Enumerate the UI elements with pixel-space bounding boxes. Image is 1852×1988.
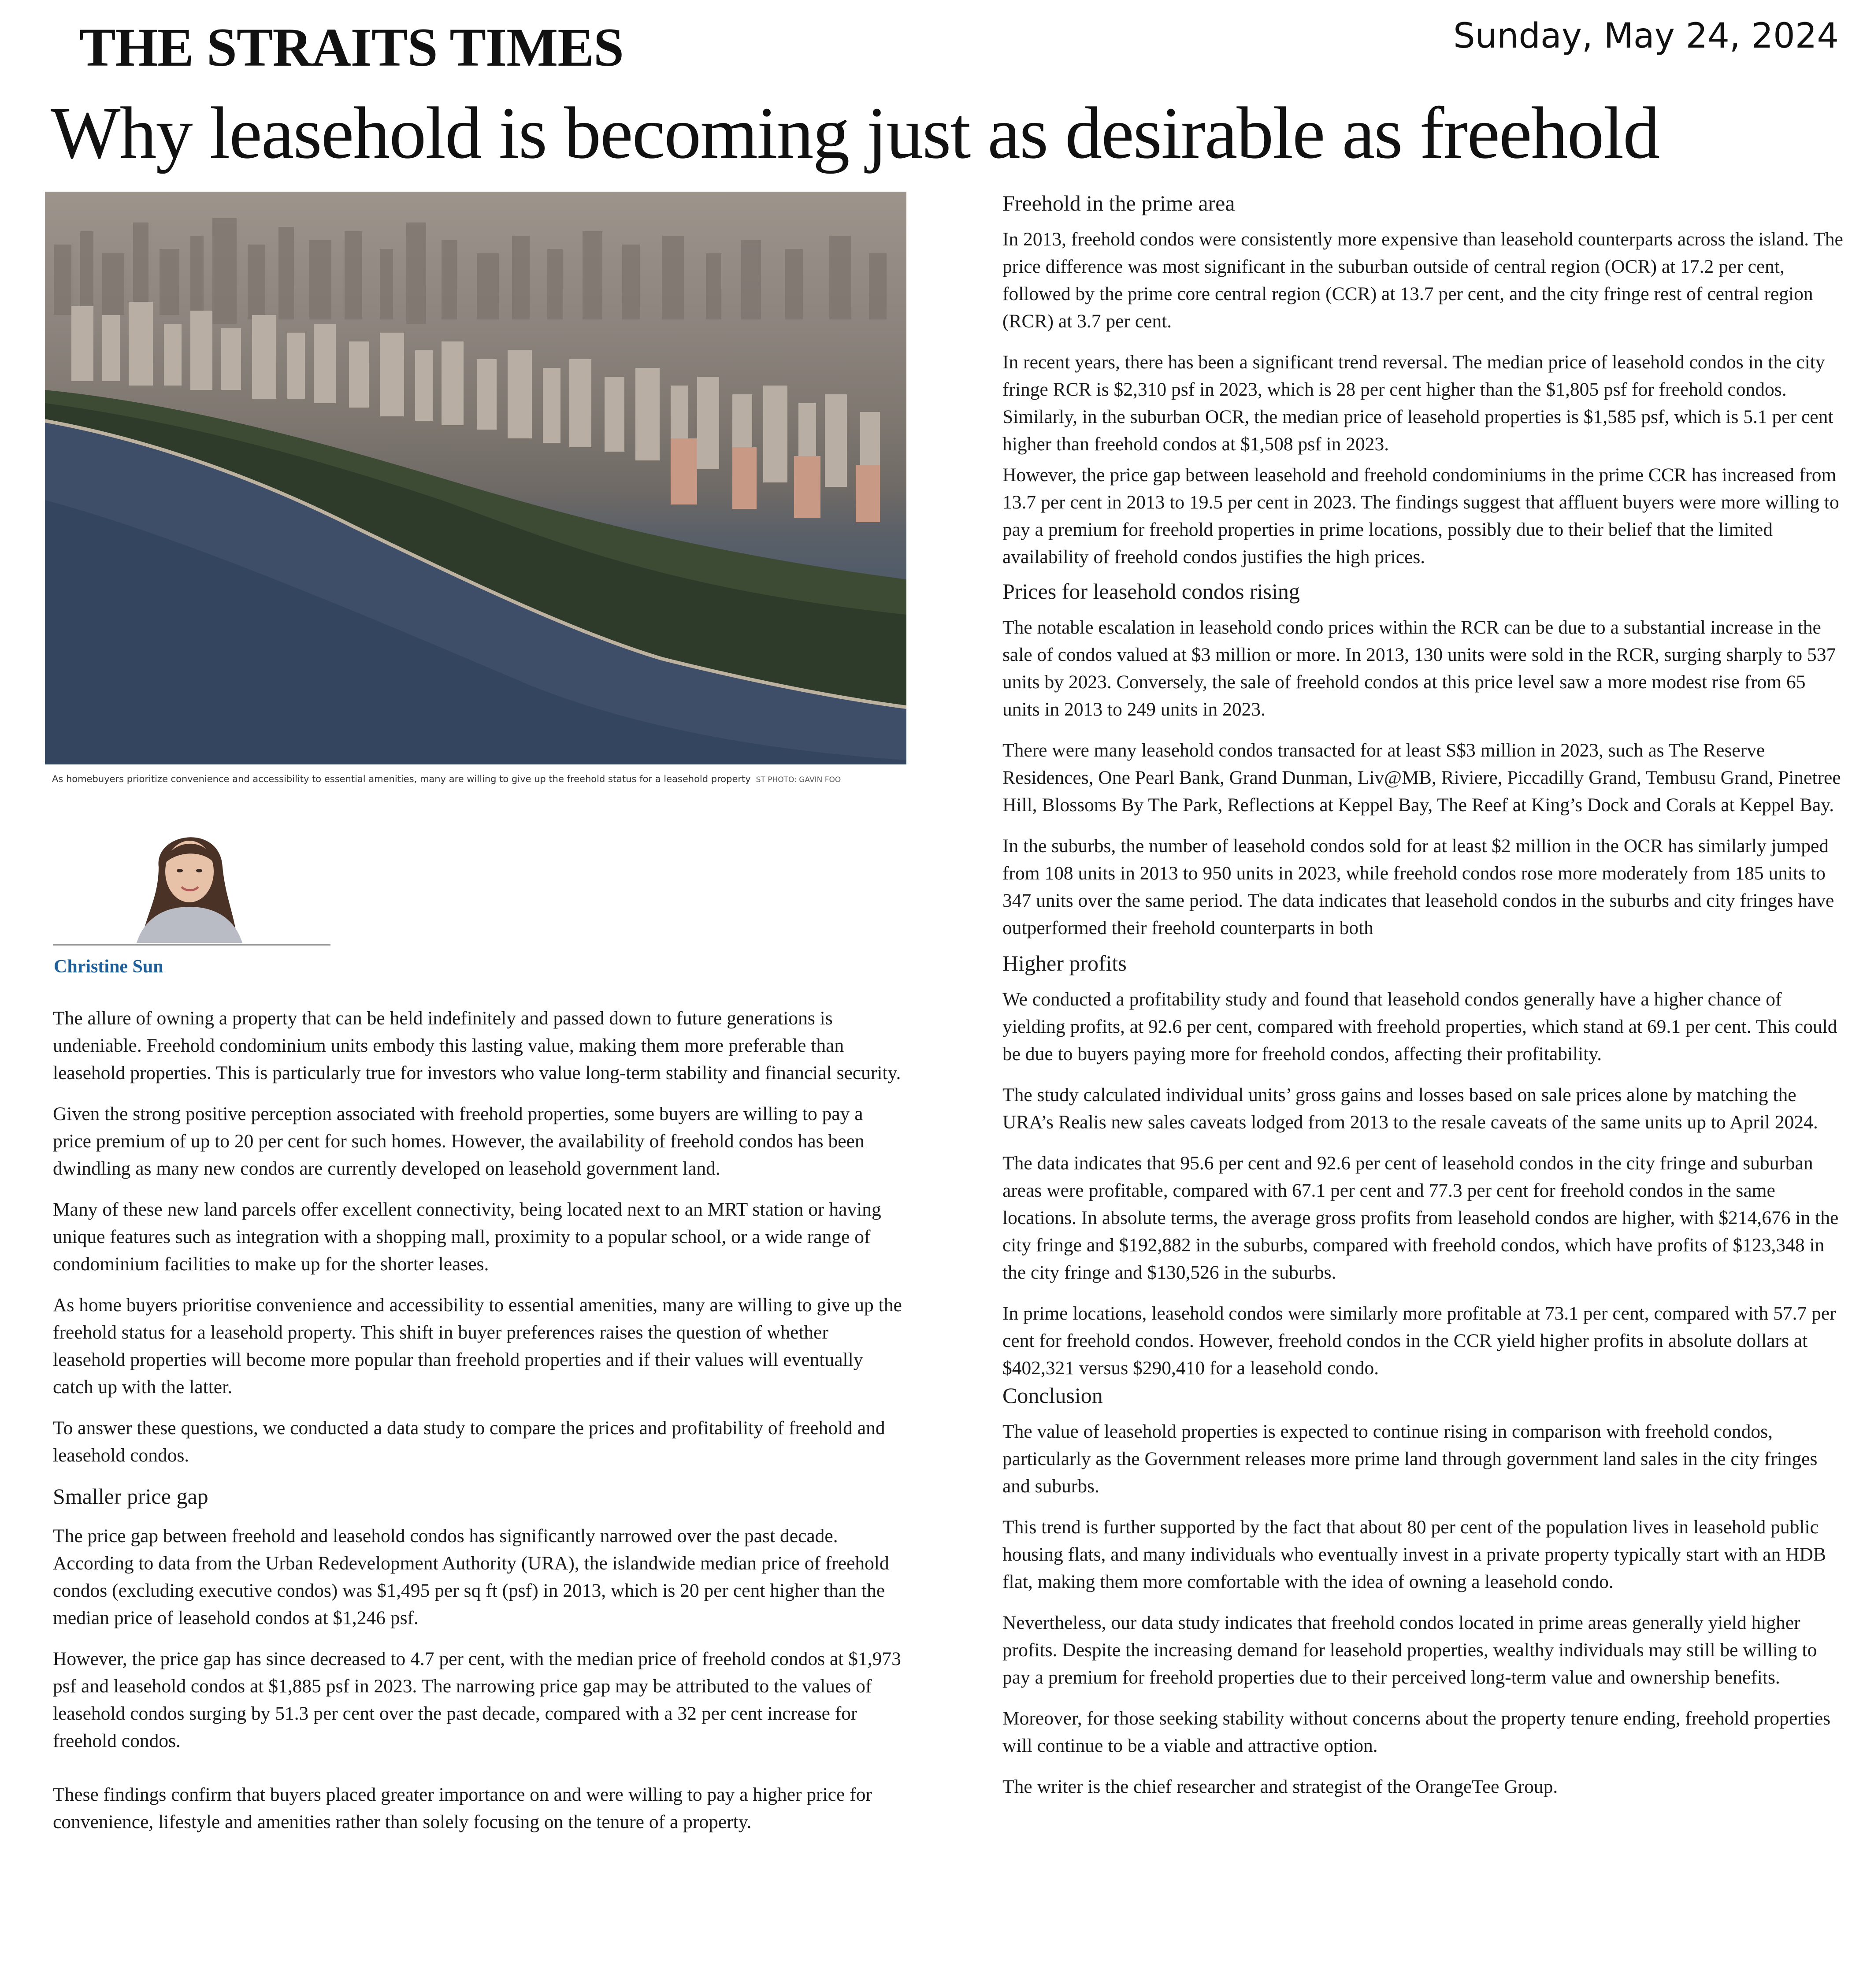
paragraph: In 2013, freehold condos were consistently more expensive than leasehold counterparts across the island. The price difference was most significant in the suburban outside of central region (OCR) at 17.2 per cent, followed by the prime core central region (CCR) at 13.7 per cent, and the city fringe rest of central region (RCR) at 3.7 per cent.	[1002, 229, 1843, 332]
paragraph: In prime locations, leasehold condos were similarly more profitable at 73.1 per cent, compared with 57.7 per cent for freehold condos. However, freehold condos in the CCR yield higher profits in absolute dollars at $402,321 versus $290,410 for a leasehold condo.	[1002, 1303, 1836, 1379]
author-name[interactable]: Christine Sun	[54, 957, 163, 977]
author-divider	[53, 944, 330, 946]
section-heading-freehold-prime: Freehold in the prime area	[1002, 191, 1235, 215]
photo-credit: ST PHOTO: GAVIN FOO	[756, 775, 841, 784]
paragraph: The notable escalation in leasehold condo prices within the RCR can be due to a substantial increase in the sale of condos valued at $3 million or more. In 2013, 130 units were sold in the RCR, surging sharply to 537 units by 2023. Conversely, the sale of freehold condos at this price level saw a more modest rise from 65 units in 2013 to 249 units in 2023.	[1002, 617, 1836, 720]
coastline-photo-illustration	[45, 192, 906, 764]
paragraph: There were many leasehold condos transacted for at least S$3 million in 2023, such as The Reserve Residences, One Pearl Bank, Grand Dunman, Liv@MB, Riviere, Piccadilly Grand, Tembusu Grand, Pinetree Hill, Blossoms By The Park, Reflections at Keppel Bay, The Reef at King’s Dock and Corals at Keppel Bay.	[1002, 740, 1841, 816]
writer-bio: The writer is the chief researcher and strategist of the OrangeTee Group.	[1002, 1776, 1558, 1797]
paragraph: As home buyers prioritise convenience and accessibility to essential amenities, many are willing to give up the freehold status for a leasehold property. This shift in buyer preferences raises the question of whether leasehold properties will become more popular than freehold properties and if their values will eventually catch up with the latter.	[53, 1294, 902, 1398]
photo-caption	[52, 772, 889, 786]
clipped-paragraph-container	[1002, 832, 1844, 942]
paragraph: Nevertheless, our data study indicates that freehold condos located in prime areas generally yield higher profits. Despite the increasing demand for leasehold properties, wealthy individuals may still be willing to pay a premium for freehold properties due to their perceived long-term value and ownership benefits.	[1002, 1612, 1817, 1688]
section-heading-conclusion: Conclusion	[1002, 1383, 1103, 1408]
caption-text: As homebuyers prioritize convenience and accessibility to essential amenities, many are willing to give up the freehold status for a leasehold property	[52, 774, 751, 784]
paragraph: The study calculated individual units’ gross gains and losses based on sale prices alone by matching the URA’s Realis new sales caveats lodged from 2013 to the resale caveats of the same units up to April 2024.	[1002, 1084, 1818, 1133]
paragraph: To answer these questions, we conducted a data study to compare the prices and profitability of freehold and leasehold condos.	[53, 1417, 885, 1466]
masthead: THE STRAITS TIMES	[79, 17, 624, 78]
section-heading-smaller-price-gap: Smaller price gap	[53, 1484, 208, 1509]
paragraph: This trend is further supported by the fact that about 80 per cent of the population lives in leasehold public housing flats, and many individuals who eventually invest in a private property typically start with an HDB flat, making them more comfortable with the idea of owning a leasehold condo.	[1002, 1517, 1826, 1592]
paragraph: Moreover, for those seeking stability without concerns about the property tenure ending, freehold properties will continue to be a viable and attractive option.	[1002, 1708, 1831, 1756]
paragraph: In recent years, there has been a significant trend reversal. The median price of leasehold condos in the city fringe RCR is $2,310 psf in 2023, which is 28 per cent higher than the $1,805 psf for freehold condos. Similarly, in the suburban OCR, the median price of leasehold properties is $1,585 psf, which is 5.1 per cent higher than freehold condos at $1,508 psf in 2023.	[1002, 352, 1833, 455]
headline: Why leasehold is becoming just as desirable as freehold	[51, 92, 1659, 174]
author-avatar	[128, 814, 251, 943]
left-column	[53, 1005, 903, 1849]
publication-date: Sunday, May 24, 2024	[1453, 16, 1839, 56]
paragraph: The allure of owning a property that can be held indefinitely and passed down to future generations is undeniable. Freehold condominium units embody this lasting value, making them more preferable than leasehold properties. This is particularly true for investors who value long-term stability and financial security.	[53, 1008, 901, 1083]
section-heading-higher-profits: Higher profits	[1002, 951, 1127, 975]
paragraph: However, the price gap has since decreased to 4.7 per cent, with the median price of freehold condos at $1,973 psf and leasehold condos at $1,885 psf in 2023. The narrowing price gap may be attributed to the values of leasehold condos surging by 51.3 per cent over the past decade, compared with a 32 per cent increase for freehold condos.	[53, 1648, 901, 1751]
paragraph: The price gap between freehold and leasehold condos has significantly narrowed over the past decade. According to data from the Urban Redevelopment Authority (URA), the islandwide median price of freehold condos (excluding executive condos) was $1,495 per sq ft (psf) in 2013, which is 20 per cent higher than the median price of leasehold condos at $1,246 psf.	[53, 1525, 889, 1628]
paragraph: Given the strong positive perception associated with freehold properties, some buyers are willing to pay a price premium of up to 20 per cent for such homes. However, the availability of freehold condos has been dwindling as many new condos are currently developed on leasehold government land.	[53, 1103, 865, 1179]
section-heading-prices-rising: Prices for leasehold condos rising	[1002, 579, 1300, 604]
author-portrait	[128, 814, 251, 943]
paragraph: In the suburbs, the number of leasehold condos sold for at least $2 million in the OCR has similarly jumped from 108 units in 2013 to 950 units in 2023, while freehold condos rose more moderately from 185 units to 347 units over the same period. The data indicates that leasehold condos in the suburbs and city fringes have outperformed their freehold counterparts in both	[1002, 835, 1834, 938]
paragraph: We conducted a profitability study and found that leasehold condos generally have a higher chance of yielding profits, at 92.6 per cent, compared with freehold properties, which stand at 69.1 per cent. This could be due to buyers paying more for freehold condos, affecting their profitability.	[1002, 989, 1837, 1064]
hero-photo	[45, 192, 906, 764]
paragraph: The data indicates that 95.6 per cent and 92.6 per cent of leasehold condos in the city fringe and suburban areas were profitable, compared with 67.1 per cent and 77.3 per cent for freehold condos in the same locations. In absolute terms, the average gross profits from leasehold condos are higher, with $214,676 in the city fringe and $192,882 in the suburbs, compared with freehold condos, which have profits of $123,348 in the city fringe and $130,526 in the suburbs.	[1002, 1153, 1839, 1283]
paragraph: However, the price gap between leasehold and freehold condominiums in the prime CCR has increased from 13.7 per cent in 2013 to 19.5 per cent in 2023. The findings suggest that affluent buyers were more willing to pay a premium for freehold properties in prime locations, possibly due to their belief that the limited availability of freehold condos justifies the high prices.	[1002, 464, 1839, 567]
right-column	[1002, 189, 1844, 1814]
paragraph: Many of these new land parcels offer excellent connectivity, being located next to an MRT station or having unique features such as integration with a shopping mall, proximity to a popular school, or a wide range of condominium facilities to make up for the shorter leases.	[53, 1199, 881, 1275]
paragraph: The value of leasehold properties is expected to continue rising in comparison with freehold condos, particularly as the Government releases more prime land through government land sales in the city fringes and suburbs.	[1002, 1421, 1818, 1497]
paragraph: These findings confirm that buyers placed greater importance on and were willing to pay a higher price for convenience, lifestyle and amenities rather than solely focusing on the tenure of a property.	[53, 1784, 872, 1832]
